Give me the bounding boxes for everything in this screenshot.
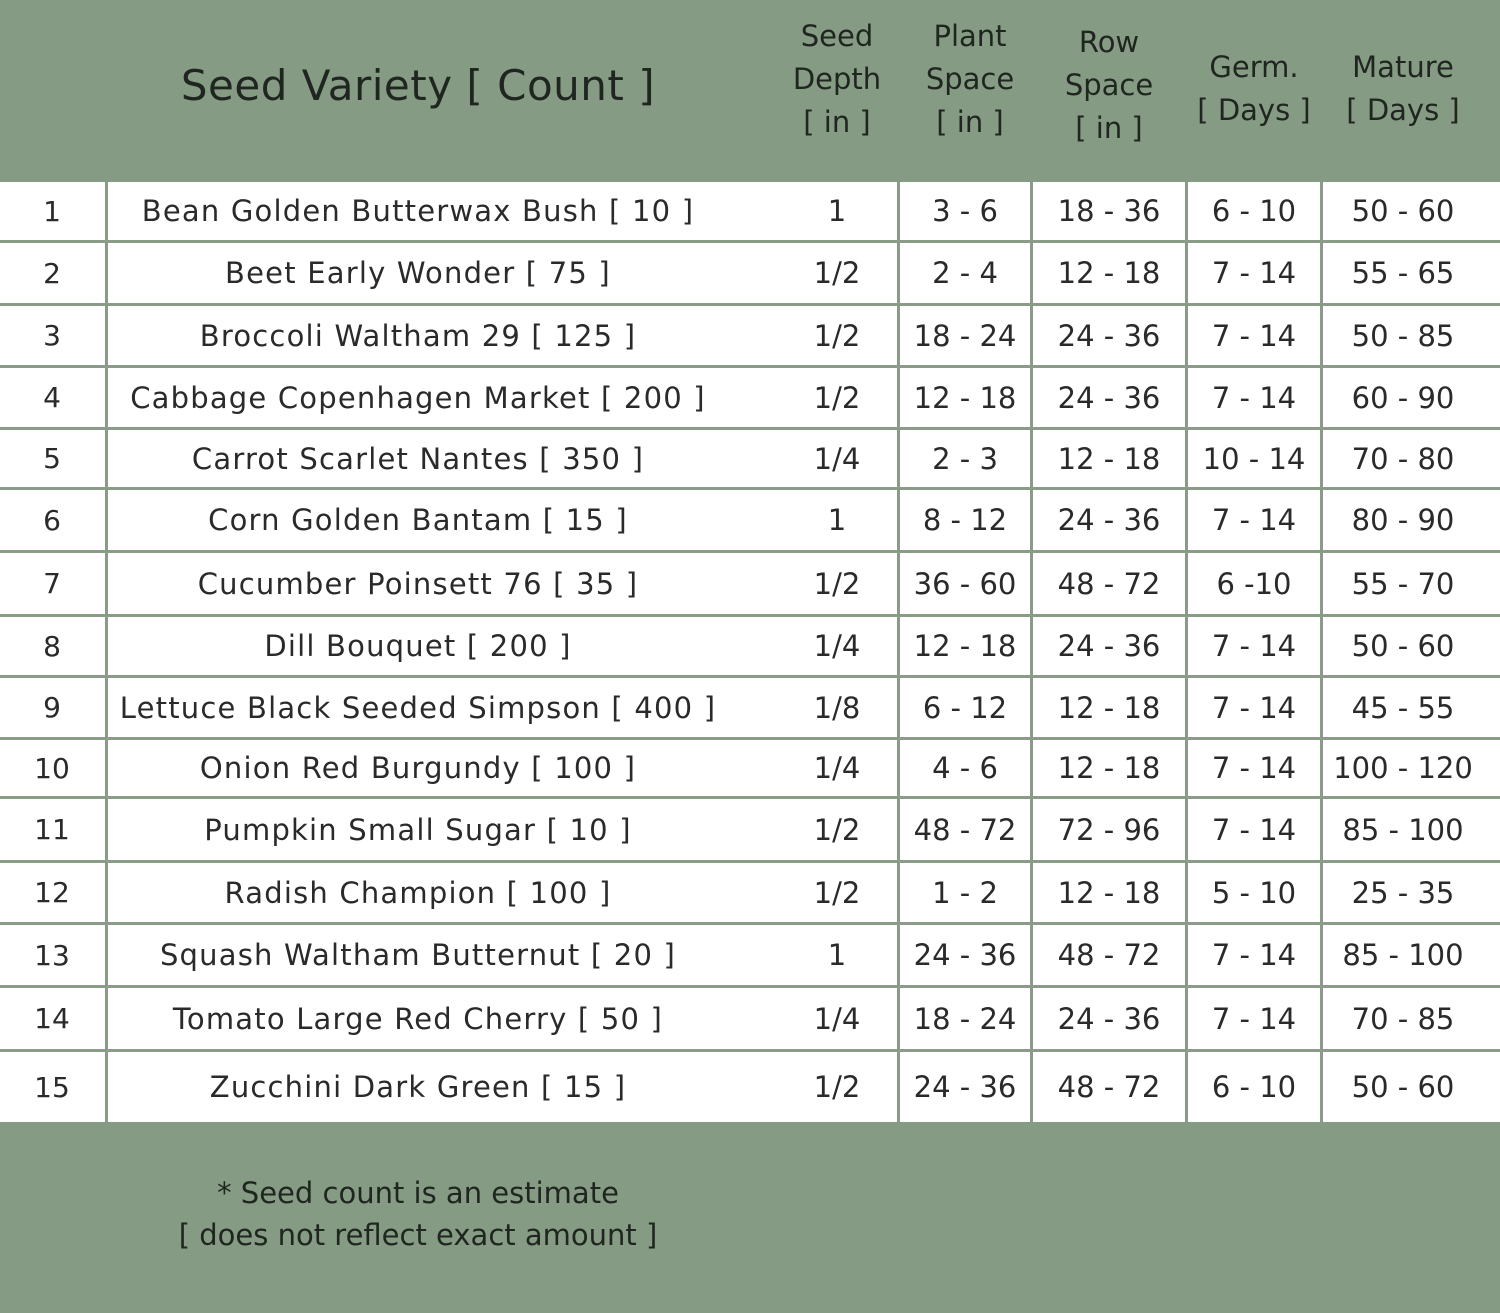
seed-depth-cell: 1/2 bbox=[813, 1070, 861, 1104]
row-number-cell: 14 bbox=[34, 1002, 70, 1035]
table-row bbox=[0, 617, 1500, 678]
mature-days-cell: 45 - 55 bbox=[1351, 690, 1455, 725]
seed-depth-cell: 1/4 bbox=[813, 751, 861, 785]
row-space-cell: 12 - 18 bbox=[1057, 690, 1161, 725]
plant-space-cell: 4 - 6 bbox=[932, 751, 998, 785]
mature-days-cell: 50 - 85 bbox=[1351, 318, 1455, 353]
row-space-cell: 48 - 72 bbox=[1057, 1070, 1161, 1104]
mature-days-cell: 80 - 90 bbox=[1351, 503, 1455, 537]
row-number-cell: 9 bbox=[43, 691, 61, 724]
row-space-cell: 12 - 18 bbox=[1057, 256, 1161, 290]
row-number-cell: 15 bbox=[34, 1070, 70, 1104]
row-number-cell: 5 bbox=[43, 442, 61, 475]
plant-space-cell: 2 - 4 bbox=[932, 256, 998, 290]
seed-variety-cell: Zucchini Dark Green [ 15 ] bbox=[209, 1070, 627, 1104]
seed-depth-cell: 1/2 bbox=[813, 812, 861, 847]
seed-depth-cell: 1 bbox=[827, 938, 847, 972]
column-divider bbox=[1320, 182, 1323, 1122]
header-plant-space: Plant Space [ in ] bbox=[925, 18, 1015, 139]
table-row bbox=[0, 678, 1500, 740]
seed-depth-cell: 1/2 bbox=[813, 256, 861, 290]
germ-days-cell: 7 - 14 bbox=[1211, 256, 1297, 290]
germ-days-cell: 7 - 14 bbox=[1211, 380, 1297, 415]
row-space-cell: 24 - 36 bbox=[1057, 503, 1161, 537]
mature-days-cell: 50 - 60 bbox=[1351, 194, 1455, 228]
plant-space-cell: 18 - 24 bbox=[913, 318, 1017, 353]
mature-days-cell: 60 - 90 bbox=[1351, 380, 1455, 415]
plant-space-cell: 24 - 36 bbox=[913, 1070, 1017, 1104]
footnote-line-1: * Seed count is an estimate bbox=[217, 1176, 619, 1210]
germ-days-cell: 7 - 14 bbox=[1211, 1001, 1297, 1036]
row-number-cell: 2 bbox=[43, 256, 61, 290]
seed-variety-cell: Broccoli Waltham 29 [ 125 ] bbox=[199, 318, 637, 353]
plant-space-cell: 8 - 12 bbox=[922, 503, 1008, 537]
table-row bbox=[0, 368, 1500, 430]
column-divider bbox=[1030, 182, 1033, 1122]
seed-variety-cell: Lettuce Black Seeded Simpson [ 400 ] bbox=[119, 690, 717, 725]
row-number-cell: 4 bbox=[43, 381, 61, 414]
seed-variety-cell: Onion Red Burgundy [ 100 ] bbox=[199, 751, 637, 785]
plant-space-cell: 6 - 12 bbox=[922, 690, 1008, 725]
column-divider bbox=[1185, 182, 1188, 1122]
table-header bbox=[0, 0, 1500, 182]
mature-days-cell: 55 - 65 bbox=[1351, 256, 1455, 290]
row-space-cell: 72 - 96 bbox=[1057, 812, 1161, 847]
seed-table bbox=[0, 182, 1500, 1122]
germ-days-cell: 7 - 14 bbox=[1211, 318, 1297, 353]
mature-days-cell: 70 - 80 bbox=[1351, 441, 1455, 476]
row-space-cell: 18 - 36 bbox=[1057, 194, 1161, 228]
column-divider bbox=[897, 182, 900, 1122]
mature-days-cell: 85 - 100 bbox=[1342, 812, 1464, 847]
mature-days-cell: 85 - 100 bbox=[1342, 938, 1464, 972]
germ-days-cell: 7 - 14 bbox=[1211, 751, 1297, 785]
row-number-cell: 13 bbox=[34, 938, 70, 972]
row-space-cell: 12 - 18 bbox=[1057, 751, 1161, 785]
table-row bbox=[0, 490, 1500, 553]
seed-depth-cell: 1/2 bbox=[813, 566, 861, 601]
plant-space-cell: 36 - 60 bbox=[913, 566, 1017, 601]
seed-variety-cell: Pumpkin Small Sugar [ 10 ] bbox=[204, 812, 632, 847]
row-space-cell: 48 - 72 bbox=[1057, 938, 1161, 972]
mature-days-cell: 50 - 60 bbox=[1351, 1070, 1455, 1104]
plant-space-cell: 1 - 2 bbox=[932, 875, 998, 910]
row-space-cell: 24 - 36 bbox=[1057, 1001, 1161, 1036]
seed-depth-cell: 1/4 bbox=[813, 629, 861, 663]
plant-space-cell: 18 - 24 bbox=[913, 1001, 1017, 1036]
table-row bbox=[0, 863, 1500, 925]
mature-days-cell: 100 - 120 bbox=[1333, 751, 1473, 785]
table-row bbox=[0, 182, 1500, 243]
row-number-cell: 11 bbox=[34, 813, 70, 846]
row-number-cell: 10 bbox=[34, 751, 70, 785]
plant-space-cell: 48 - 72 bbox=[913, 812, 1017, 847]
table-row bbox=[0, 243, 1500, 306]
seed-depth-cell: 1/4 bbox=[813, 1001, 861, 1036]
seed-depth-cell: 1 bbox=[827, 503, 847, 537]
germ-days-cell: 7 - 14 bbox=[1211, 690, 1297, 725]
header-seed-variety: Seed Variety [ Count ] bbox=[180, 60, 656, 110]
mature-days-cell: 50 - 60 bbox=[1351, 629, 1455, 663]
germ-days-cell: 6 - 10 bbox=[1211, 1070, 1297, 1104]
header-seed-depth: Seed Depth [ in ] bbox=[792, 18, 882, 139]
row-space-cell: 12 - 18 bbox=[1057, 875, 1161, 910]
seed-depth-cell: 1 bbox=[827, 194, 847, 228]
plant-space-cell: 12 - 18 bbox=[913, 380, 1017, 415]
seed-depth-cell: 1/2 bbox=[813, 318, 861, 353]
table-row bbox=[0, 306, 1500, 368]
seed-variety-cell: Squash Waltham Butternut [ 20 ] bbox=[159, 938, 677, 972]
mature-days-cell: 55 - 70 bbox=[1351, 566, 1455, 601]
seed-variety-cell: Beet Early Wonder [ 75 ] bbox=[225, 256, 611, 290]
seed-variety-cell: Tomato Large Red Cherry [ 50 ] bbox=[172, 1001, 664, 1036]
seed-depth-cell: 1/2 bbox=[813, 380, 861, 415]
row-space-cell: 24 - 36 bbox=[1057, 629, 1161, 663]
table-row bbox=[0, 799, 1500, 863]
row-space-cell: 24 - 36 bbox=[1057, 380, 1161, 415]
germ-days-cell: 7 - 14 bbox=[1211, 503, 1297, 537]
seed-variety-cell: Cabbage Copenhagen Market [ 200 ] bbox=[130, 380, 706, 415]
seed-variety-cell: Bean Golden Butterwax Bush [ 10 ] bbox=[141, 194, 695, 228]
footer bbox=[0, 1122, 1500, 1313]
plant-space-cell: 12 - 18 bbox=[913, 629, 1017, 663]
germ-days-cell: 6 - 10 bbox=[1211, 194, 1297, 228]
germ-days-cell: 7 - 14 bbox=[1211, 938, 1297, 972]
seed-depth-cell: 1/8 bbox=[813, 690, 861, 725]
seed-depth-cell: 1/2 bbox=[813, 875, 861, 910]
row-number-cell: 8 bbox=[43, 629, 61, 663]
table-row bbox=[0, 740, 1500, 799]
header-row-space: Row Space [ in ] bbox=[1064, 24, 1154, 145]
row-number-cell: 1 bbox=[43, 194, 61, 228]
row-space-cell: 24 - 36 bbox=[1057, 318, 1161, 353]
header-mature-days: Mature [ Days ] bbox=[1346, 50, 1460, 127]
germ-days-cell: 7 - 14 bbox=[1211, 812, 1297, 847]
column-divider bbox=[105, 182, 108, 1122]
plant-space-cell: 3 - 6 bbox=[932, 194, 998, 228]
table-row bbox=[0, 988, 1500, 1052]
mature-days-cell: 70 - 85 bbox=[1351, 1001, 1455, 1036]
mature-days-cell: 25 - 35 bbox=[1351, 875, 1455, 910]
table-row bbox=[0, 1052, 1500, 1122]
row-number-cell: 6 bbox=[43, 503, 61, 537]
row-space-cell: 48 - 72 bbox=[1057, 566, 1161, 601]
plant-space-cell: 24 - 36 bbox=[913, 938, 1017, 972]
footnote-line-2: [ does not reflect exact amount ] bbox=[178, 1218, 658, 1252]
seed-variety-cell: Corn Golden Bantam [ 15 ] bbox=[208, 503, 628, 537]
seed-variety-cell: Carrot Scarlet Nantes [ 350 ] bbox=[191, 441, 645, 476]
germ-days-cell: 5 - 10 bbox=[1211, 875, 1297, 910]
table-row bbox=[0, 553, 1500, 617]
germ-days-cell: 7 - 14 bbox=[1211, 629, 1297, 663]
seed-variety-cell: Dill Bouquet [ 200 ] bbox=[264, 629, 572, 663]
seed-depth-cell: 1/4 bbox=[813, 441, 861, 476]
germ-days-cell: 6 -10 bbox=[1216, 566, 1292, 601]
germ-days-cell: 10 - 14 bbox=[1202, 441, 1306, 476]
seed-variety-cell: Cucumber Poinsett 76 [ 35 ] bbox=[197, 566, 639, 601]
seed-variety-cell: Radish Champion [ 100 ] bbox=[224, 875, 612, 910]
table-row bbox=[0, 925, 1500, 988]
row-number-cell: 3 bbox=[43, 319, 61, 352]
table-row bbox=[0, 430, 1500, 490]
plant-space-cell: 2 - 3 bbox=[932, 441, 998, 476]
row-number-cell: 7 bbox=[43, 567, 61, 600]
row-number-cell: 12 bbox=[34, 876, 70, 909]
row-space-cell: 12 - 18 bbox=[1057, 441, 1161, 476]
header-germ-days: Germ. [ Days ] bbox=[1197, 50, 1311, 127]
